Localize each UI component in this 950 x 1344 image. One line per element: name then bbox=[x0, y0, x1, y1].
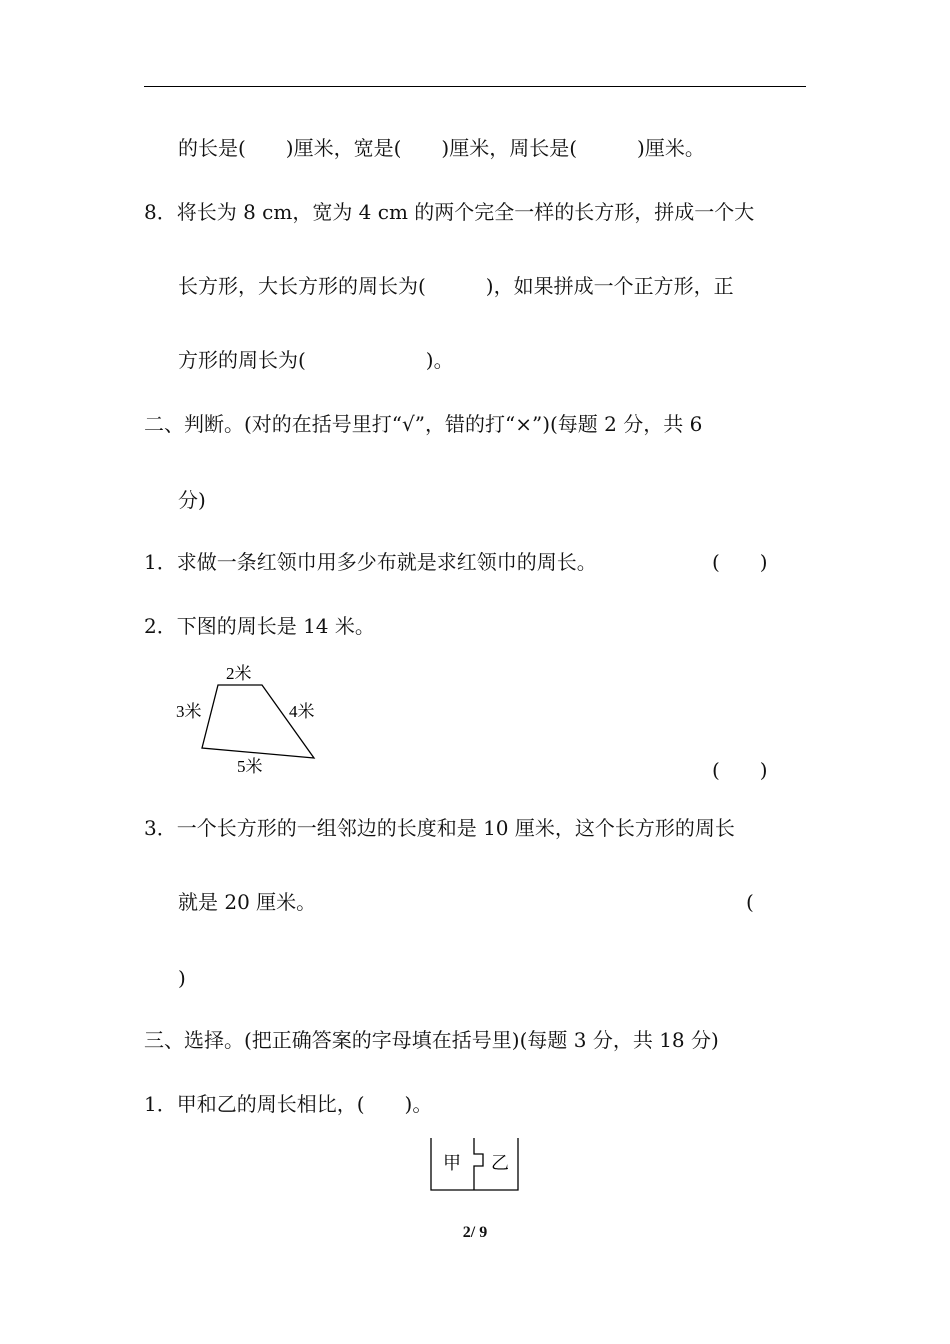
judge-2-answer-paren: ( ) bbox=[712, 758, 768, 782]
page-number: 2/ 9 bbox=[462, 1224, 488, 1241]
judge-3-line-1: 3．一个长方形的一组邻边的长度和是 10 厘米，这个长方形的周长 bbox=[144, 816, 735, 840]
trapezoid-figure bbox=[172, 660, 332, 780]
judge-3-line-2: 就是 20 厘米。 bbox=[178, 890, 317, 914]
judge-3-paren-open: ( bbox=[746, 890, 754, 914]
trapezoid-left-label: 3米 bbox=[176, 702, 202, 721]
trapezoid-right-label: 4米 bbox=[289, 702, 315, 721]
judge-3-paren-close: ) bbox=[178, 966, 186, 990]
section-3-heading: 三、选择。(把正确答案的字母填在括号里)(每题 3 分，共 18 分) bbox=[144, 1028, 719, 1052]
yi-label: 乙 bbox=[491, 1153, 509, 1174]
section-2-heading-cont: 分) bbox=[178, 488, 206, 512]
question-8-line-3: 方形的周长为( )。 bbox=[178, 348, 454, 372]
question-7-continuation: 的长是( )厘米，宽是( )厘米，周长是( )厘米。 bbox=[178, 136, 705, 160]
trapezoid-top-label: 2米 bbox=[226, 664, 252, 683]
header-rule bbox=[144, 86, 806, 87]
judge-1-answer-paren: ( ) bbox=[712, 550, 768, 574]
jia-label: 甲 bbox=[443, 1153, 461, 1174]
judge-1-text: 1．求做一条红领巾用多少布就是求红领巾的周长。 bbox=[144, 550, 597, 574]
question-8-line-1: 8．将长为 8 cm，宽为 4 cm 的两个完全一样的长方形，拼成一个大 bbox=[144, 200, 755, 224]
question-8-line-2: 长方形，大长方形的周长为( )，如果拼成一个正方形，正 bbox=[178, 274, 734, 298]
trapezoid-bottom-label: 5米 bbox=[237, 757, 263, 776]
choice-1-text: 1．甲和乙的周长相比，( )。 bbox=[144, 1092, 433, 1116]
section-2-heading: 二、判断。(对的在括号里打“√”，错的打“×”)(每题 2 分，共 6 bbox=[144, 412, 703, 436]
jia-yi-figure bbox=[428, 1136, 524, 1196]
judge-2-text: 2．下图的周长是 14 米。 bbox=[144, 614, 375, 638]
